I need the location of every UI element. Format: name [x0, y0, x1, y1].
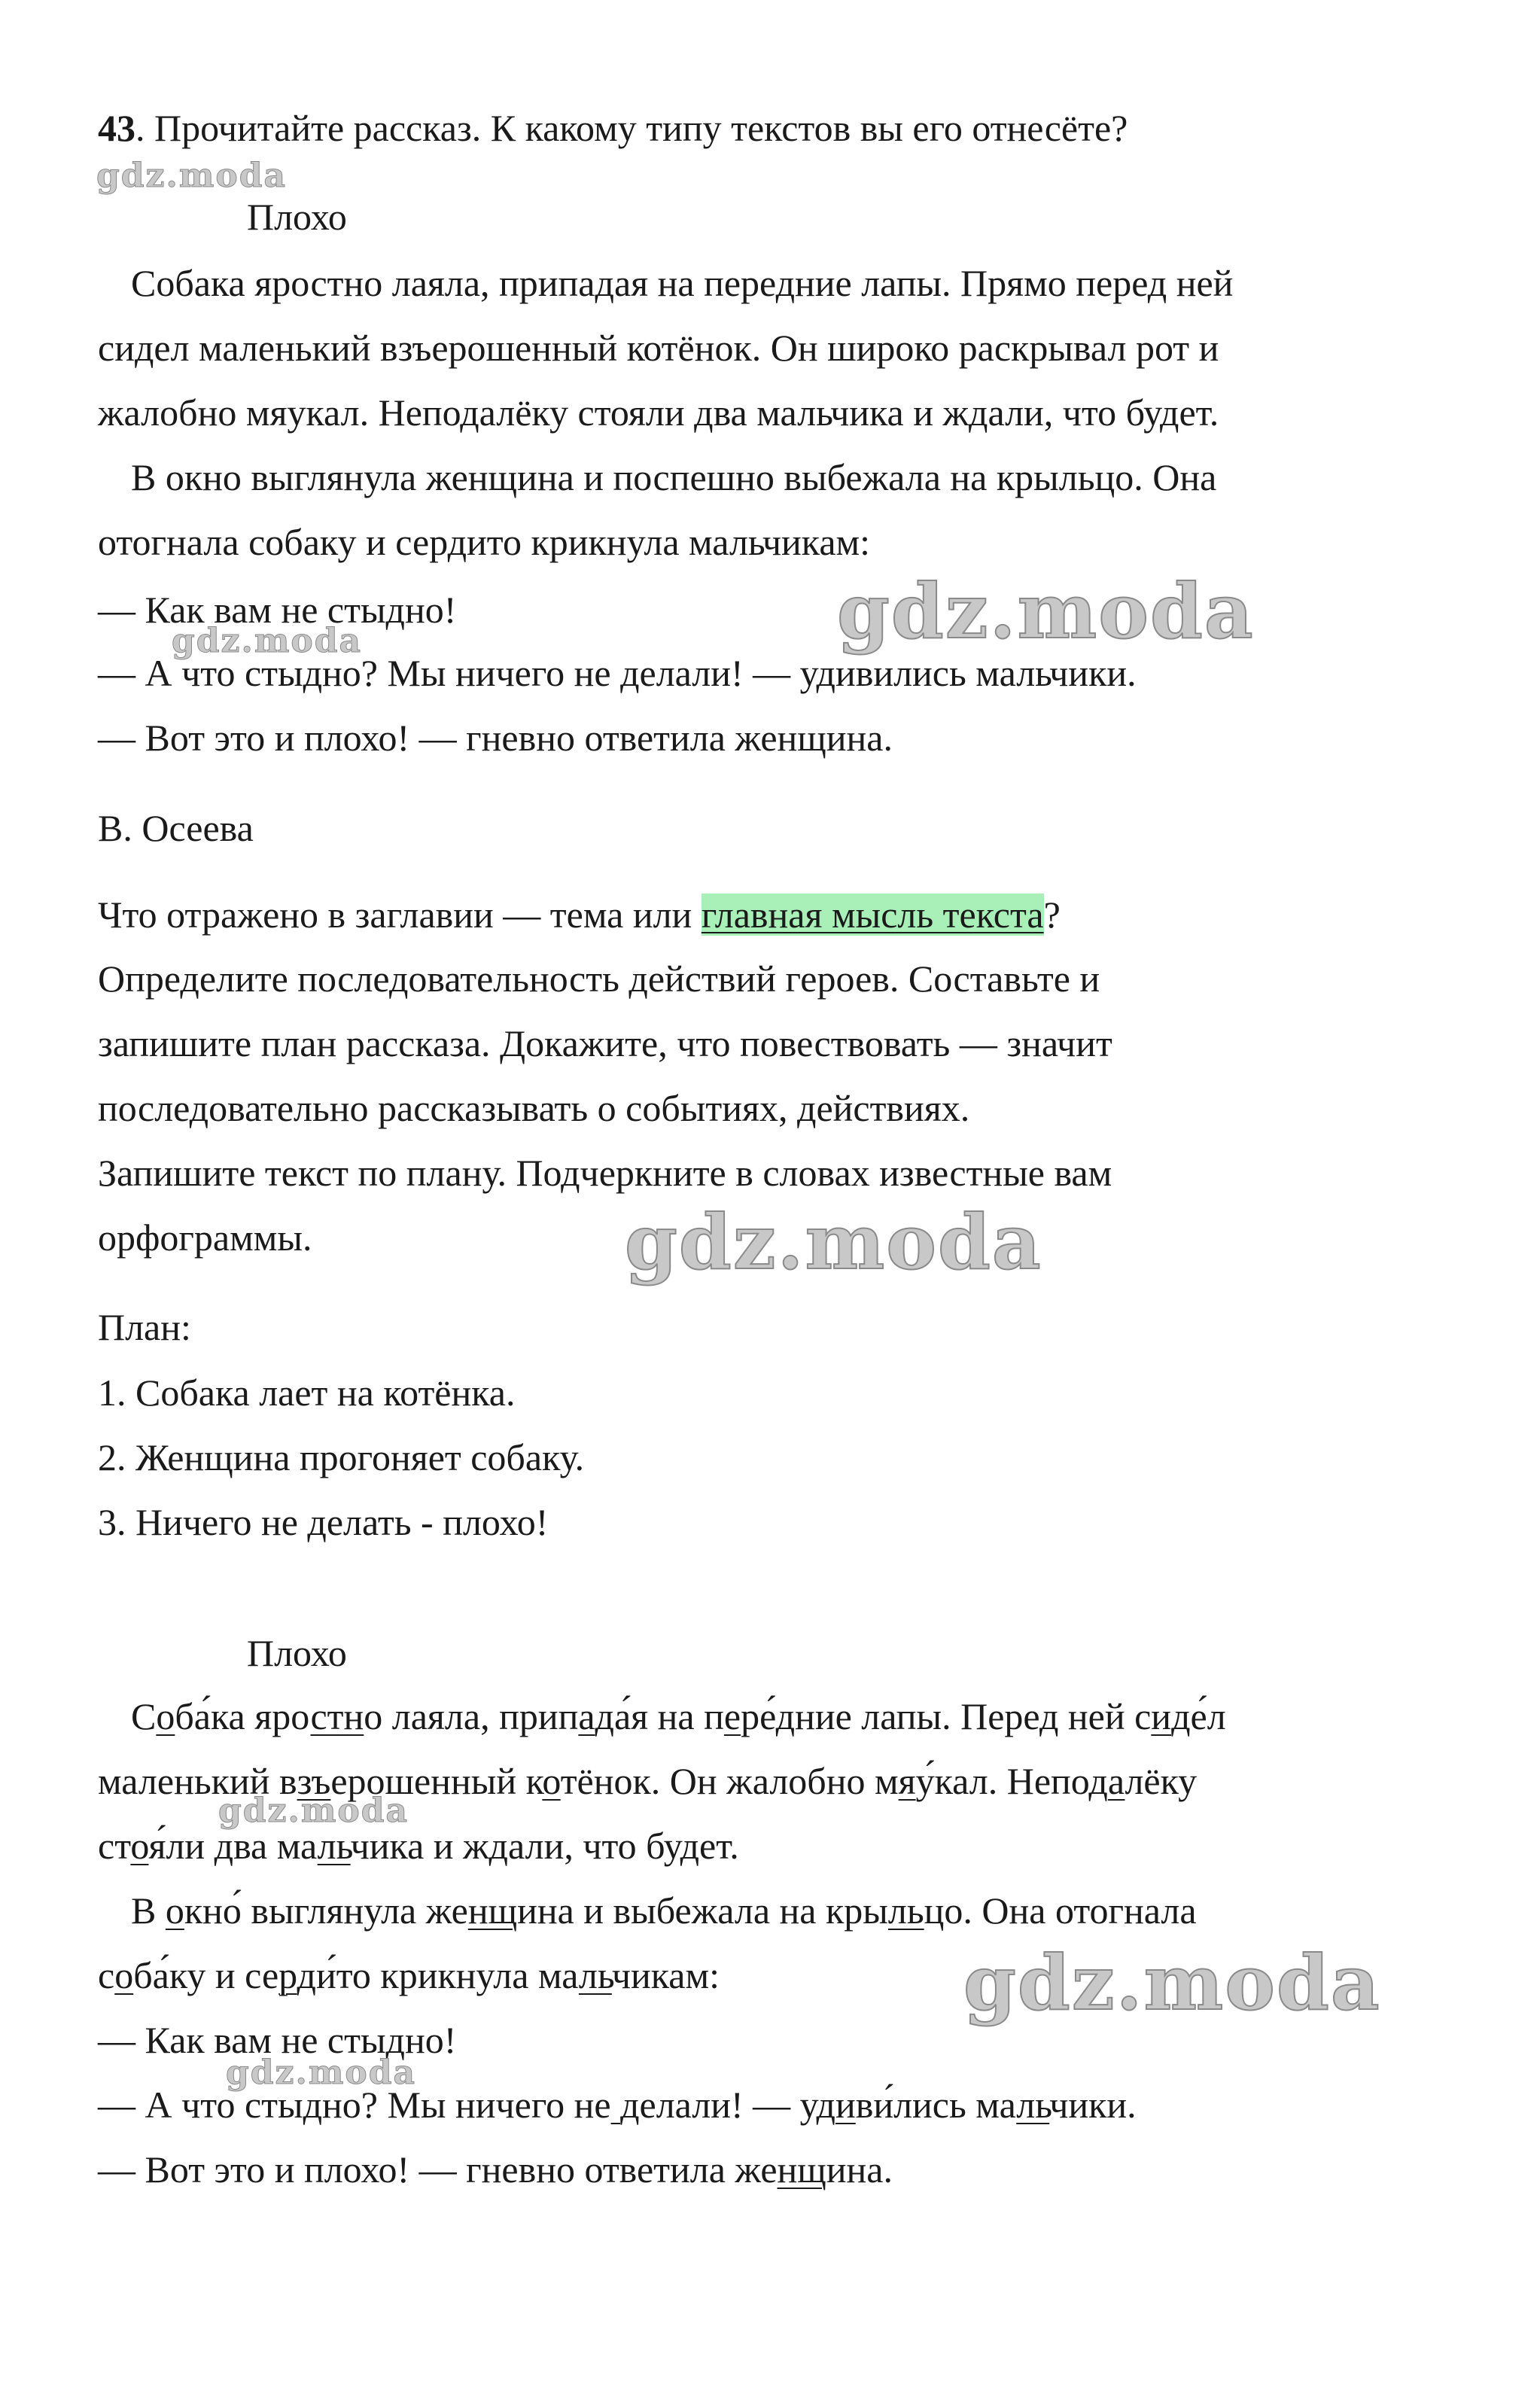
plan-item: 2. Женщина прогоняет собаку. — [98, 1436, 585, 1478]
question-line: запишите план рассказа. Докажите, что повествовать — значит — [98, 1022, 1112, 1064]
story-author: В. Осеева — [98, 807, 254, 849]
exercise-number: 43 — [98, 107, 135, 149]
plan-item: 1. Собака лает на котёнка. — [98, 1372, 516, 1414]
watermark: gdz.moda — [218, 1792, 409, 1830]
answer-line: соба́ку и серди́то крикнула мальчикам: — [98, 1954, 720, 1996]
question-line: Что отражено в заглавии — тема или главная мысль текста? — [98, 894, 1061, 936]
answer-line: маленький взъерошенный котёнок. Он жалобно мяу́кал. Неподалёку — [98, 1760, 1198, 1802]
highlighted-phrase: главная мысль текста — [701, 894, 1044, 936]
answer-line: В окно́ выглянула женщина и выбежала на крыльцо. Она отогнала — [131, 1889, 1197, 1932]
question-line: орфограммы. — [98, 1216, 312, 1259]
question-line: Определите последовательность действий героев. Составьте и — [98, 958, 1100, 1000]
answer-line: — А что стыдно? Мы ничего не делали! — удиви́лись мальчики. — [98, 2084, 1137, 2126]
plan-item: 3. Ничего не делать - плохо! — [98, 1501, 549, 1543]
exercise-prompt: . Прочитайте рассказ. К какому типу текстов вы его отнесёте? — [135, 107, 1128, 149]
story-line: сидел маленький взъерошенный котёнок. Он широко раскрывал рот и — [98, 327, 1219, 369]
answer-title: Плохо — [247, 1632, 347, 1674]
watermark: gdz.moda — [172, 622, 363, 660]
watermark: gdz.moda — [96, 157, 288, 195]
answer-line: стоя́ли два мальчика и ждали, что будет. — [98, 1825, 739, 1867]
answer-line: — Как вам не стыдно! — [98, 2019, 457, 2061]
story-line: отогнала собаку и сердито крикнула мальчикам: — [98, 521, 871, 563]
story-title: Плохо — [247, 196, 347, 238]
plan-heading: План: — [98, 1306, 191, 1348]
watermark: gdz.moda — [226, 2054, 417, 2092]
answer-line: — Вот это и плохо! — гневно ответила женщина. — [98, 2148, 893, 2191]
watermark: gdz.moda — [625, 1198, 1042, 1286]
story-line: — А что стыдно? Мы ничего не делали! — удивились мальчики. — [98, 652, 1137, 694]
story-line: — Вот это и плохо! — гневно ответила женщина. — [98, 717, 893, 759]
watermark: gdz.moda — [837, 567, 1255, 656]
exercise-header — [98, 105, 1128, 151]
story-line: — Как вам не стыдно! — [98, 589, 457, 631]
story-line: Собака яростно лаяла, припадая на передние лапы. Прямо перед ней — [131, 262, 1234, 304]
watermark: gdz.moda — [963, 1938, 1381, 2027]
story-line: жалобно мяукал. Неподалёку стояли два мальчика и ждали, что будет. — [98, 391, 1219, 434]
answer-line: Соба́ка яростно лаяла, припада́я на пере́дние лапы. Перед ней сиде́л — [131, 1695, 1226, 1737]
question-line: последовательно рассказывать о событиях, действиях. — [98, 1087, 970, 1129]
story-line: В окно выглянула женщина и поспешно выбежала на крыльцо. Она — [131, 456, 1217, 498]
question-line: Запишите текст по плану. Подчеркните в словах известные вам — [98, 1152, 1112, 1194]
